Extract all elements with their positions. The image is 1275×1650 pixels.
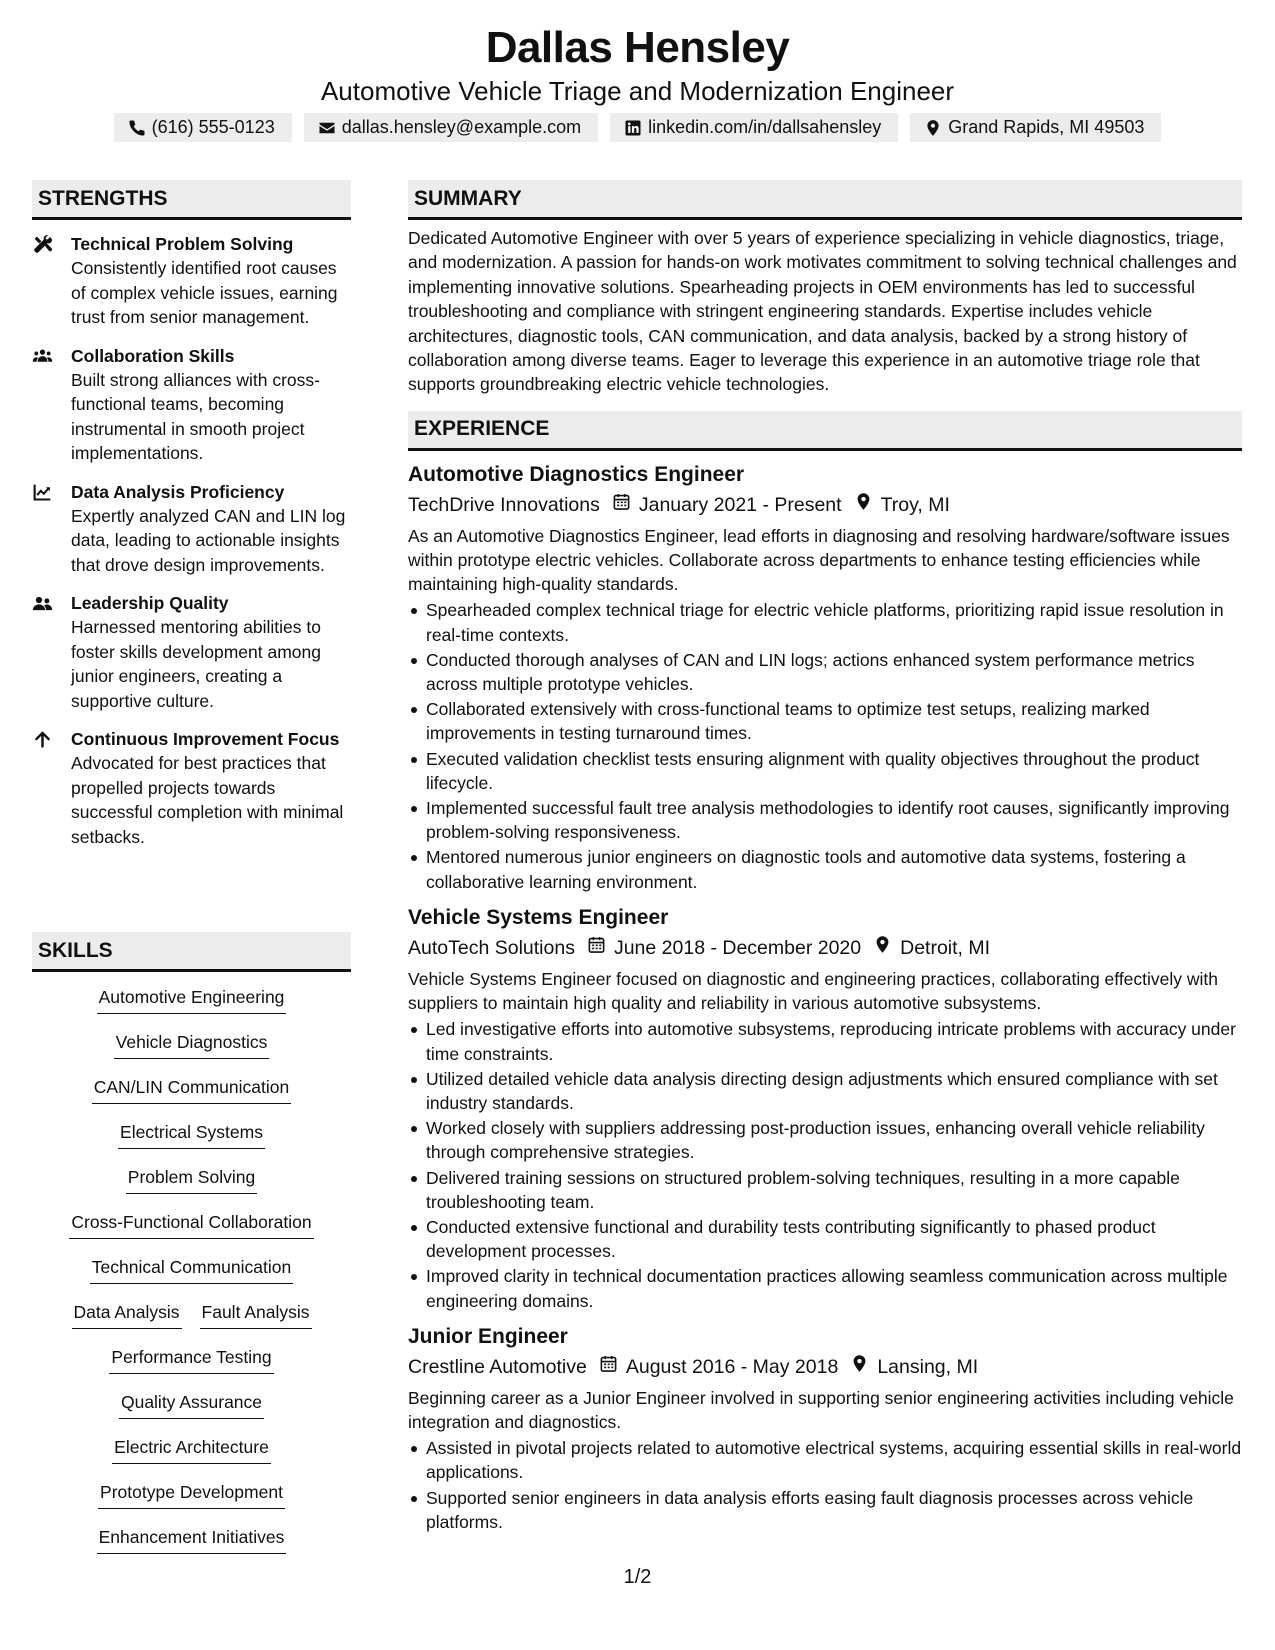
contact-bar xyxy=(0,113,1275,142)
strength-title: Leadership Quality xyxy=(71,593,229,613)
job-entry xyxy=(408,1323,1242,1534)
map-pin-icon xyxy=(840,1352,877,1382)
job-entry xyxy=(408,904,1242,1313)
job-dates: June 2018 - December 2020 xyxy=(613,936,862,959)
job-bullets xyxy=(408,598,1242,893)
map-pin-icon xyxy=(844,490,881,520)
strength-desc: Consistently identified root causes of complex vehicle issues, earning trust from senior management. xyxy=(71,258,338,327)
strength-item xyxy=(32,344,351,466)
experience-heading: EXPERIENCE xyxy=(408,411,1242,451)
job-location: Troy, MI xyxy=(880,493,950,516)
skill-tag: Performance Testing xyxy=(109,1346,273,1374)
strength-item xyxy=(32,480,351,578)
contact-location xyxy=(910,113,1161,142)
strength-item xyxy=(32,591,351,713)
bullet-item: Mentored numerous junior engineers on diagnostic tools and automotive data systems, fostering a collaborative learning environment. xyxy=(408,845,1242,893)
arrow-up-icon xyxy=(32,727,71,849)
bullet-item: Spearheaded complex technical triage for electric vehicle platforms, prioritizing rapid issue resolution in real-time contexts. xyxy=(408,598,1242,646)
skill-tag: Fault Analysis xyxy=(200,1301,312,1329)
strength-desc: Built strong alliances with cross-functional teams, becoming instrumental in smooth project implementations. xyxy=(71,369,320,463)
skill-tag: Cross-Functional Collaboration xyxy=(69,1211,313,1239)
strength-item xyxy=(32,727,351,849)
job-meta xyxy=(408,1352,1242,1382)
skill-tag: CAN/LIN Communication xyxy=(92,1076,291,1104)
bullet-item: Worked closely with suppliers addressing post-production issues, enhancing overall vehicle reliability through comprehensive strategies. xyxy=(408,1116,1242,1164)
resume-header xyxy=(0,22,1275,108)
contact-phone xyxy=(114,113,292,142)
strength-title: Data Analysis Proficiency xyxy=(71,481,285,502)
page-number: 1/2 xyxy=(623,1566,652,1588)
job-location: Detroit, MI xyxy=(900,936,991,959)
user-group-icon xyxy=(32,591,71,713)
strength-desc: Harnessed mentoring abilities to foster skills development among junior engineers, creating a supportive culture. xyxy=(71,617,321,711)
bullet-item: Assisted in pivotal projects related to automotive electrical systems, acquiring essential skills in real-world applications. xyxy=(408,1436,1242,1484)
bullet-item: Utilized detailed vehicle data analysis directing design adjustments which ensured compliance with set industry standards. xyxy=(408,1067,1242,1115)
skill-tag: Technical Communication xyxy=(90,1256,293,1284)
email-text[interactable]: dallas.hensley@example.com xyxy=(341,117,582,137)
candidate-headline: Automotive Vehicle Triage and Modernization Engineer xyxy=(320,76,955,106)
skill-tag: Automotive Engineering xyxy=(97,986,287,1014)
strength-title: Collaboration Skills xyxy=(71,345,235,366)
calendar-icon xyxy=(589,1352,626,1382)
summary-heading: SUMMARY xyxy=(408,180,1242,220)
strength-item xyxy=(32,232,351,330)
job-description: As an Automotive Diagnostics Engineer, lead efforts in diagnosing and resolving hardware/software issues within prototype electric vehicles. Collaborate across departments to enhance testing efficiencies while maintaining high-quality standards. xyxy=(408,525,1230,595)
calendar-icon xyxy=(577,933,614,963)
right-column xyxy=(408,180,1242,1535)
contact-email[interactable] xyxy=(304,113,598,142)
skills-section xyxy=(32,932,351,1571)
strength-title: Technical Problem Solving xyxy=(71,234,294,254)
strength-desc: Expertly analyzed CAN and LIN log data, leading to actionable insights that drove design improvements. xyxy=(71,505,346,575)
bullet-item: Supported senior engineers in data analysis efforts easing fault diagnosis processes across vehicle platforms. xyxy=(408,1486,1242,1534)
job-location: Lansing, MI xyxy=(877,1355,979,1378)
calendar-icon xyxy=(602,490,639,520)
job-title: Automotive Diagnostics Engineer xyxy=(408,462,745,486)
job-bullets xyxy=(408,1436,1242,1534)
linkedin-text[interactable]: linkedin.com/in/dallsahensley xyxy=(648,117,882,137)
bullet-item: Conducted thorough analyses of CAN and LIN logs; actions enhanced system performance metrics across multiple prototype vehicles. xyxy=(408,648,1242,696)
summary-text: Dedicated Automotive Engineer with over 5 years of experience specializing in vehicle diagnostics, triage, and modernization. A passion for hands-on work motivates commitment to solving technical challenges and implementing innovative solutions. Spearheading projects in OEM environments has led to successful troubleshooting and compliance with stringent engineering standards. Expertise includes vehicle architectures, diagnostic tools, CAN communication, and data analysis, backed by a strong history of collaboration among diverse teams. Eager to leverage this experience in an automotive triage role that supports groundbreaking electric vehicle technologies. xyxy=(408,228,1237,395)
job-dates: January 2021 - Present xyxy=(638,493,842,516)
skill-tag: Electric Architecture xyxy=(112,1436,271,1464)
linkedin-icon xyxy=(624,119,642,137)
bullet-item: Improved clarity in technical documentation practices allowing seamless communication across multiple engineering domains. xyxy=(408,1264,1242,1312)
job-title: Vehicle Systems Engineer xyxy=(408,905,669,929)
contact-linkedin[interactable] xyxy=(610,113,898,142)
chart-line-icon xyxy=(32,480,71,578)
bullet-item: Collaborated extensively with cross-functional teams to optimize test setups, realizing marked improvements in testing turnaround times. xyxy=(408,697,1242,745)
experience-section xyxy=(408,411,1242,1534)
skill-tag: Enhancement Initiatives xyxy=(97,1526,287,1554)
skill-tag: Electrical Systems xyxy=(118,1121,265,1149)
job-dates: August 2016 - May 2018 xyxy=(625,1355,839,1378)
phone-icon xyxy=(128,119,146,137)
location-text: Grand Rapids, MI 49503 xyxy=(948,117,1145,137)
job-description: Vehicle Systems Engineer focused on diagnostic and engineering practices, collaborating effectively with suppliers to maintain high quality and reliability in various automotive subsystems. xyxy=(408,968,1219,1014)
envelope-icon xyxy=(318,119,336,137)
skills-list xyxy=(32,986,351,1571)
job-meta xyxy=(408,490,1242,520)
left-column xyxy=(32,180,351,1547)
job-meta xyxy=(408,933,1242,963)
job-entry xyxy=(408,461,1242,894)
job-company: TechDrive Innovations xyxy=(408,493,600,516)
bullet-item: Led investigative efforts into automotive subsystems, reproducing intricate problems with accuracy under time constraints. xyxy=(408,1017,1242,1065)
phone-text: (616) 555-0123 xyxy=(151,117,275,137)
strengths-heading: STRENGTHS xyxy=(32,180,351,220)
candidate-name: Dallas Hensley xyxy=(485,23,790,72)
bullet-item: Delivered training sessions on structured problem-solving techniques, resulting in a more capable troubleshooting team. xyxy=(408,1166,1242,1214)
job-company: Crestline Automotive xyxy=(408,1355,587,1378)
bullet-item: Implemented successful fault tree analysis methodologies to identify root causes, significantly improving problem-solving responsiveness. xyxy=(408,796,1242,844)
skill-tag: Vehicle Diagnostics xyxy=(114,1031,270,1059)
skills-heading: SKILLS xyxy=(32,932,351,972)
job-description: Beginning career as a Junior Engineer involved in supporting senior engineering activities including vehicle integration and diagnostics. xyxy=(408,1387,1234,1432)
tools-icon xyxy=(32,232,71,330)
job-title: Junior Engineer xyxy=(408,1324,568,1348)
strengths-list xyxy=(32,232,351,849)
bullet-item: Conducted extensive functional and durability tests contributing significantly to phased product development processes. xyxy=(408,1215,1242,1263)
map-pin-icon xyxy=(924,119,942,137)
job-bullets xyxy=(408,1017,1242,1312)
map-pin-icon xyxy=(863,933,900,963)
skill-tag: Data Analysis xyxy=(72,1301,182,1329)
skill-tag: Prototype Development xyxy=(98,1481,285,1509)
users-icon xyxy=(32,344,71,466)
skill-tag: Quality Assurance xyxy=(119,1391,264,1419)
job-company: AutoTech Solutions xyxy=(408,936,575,959)
strength-title: Continuous Improvement Focus xyxy=(71,729,340,749)
skill-tag: Problem Solving xyxy=(126,1166,257,1194)
bullet-item: Executed validation checklist tests ensuring alignment with quality objectives throughout the product lifecycle. xyxy=(408,747,1242,795)
strength-desc: Advocated for best practices that propelled projects towards successful completion with minimal setbacks. xyxy=(71,753,344,847)
